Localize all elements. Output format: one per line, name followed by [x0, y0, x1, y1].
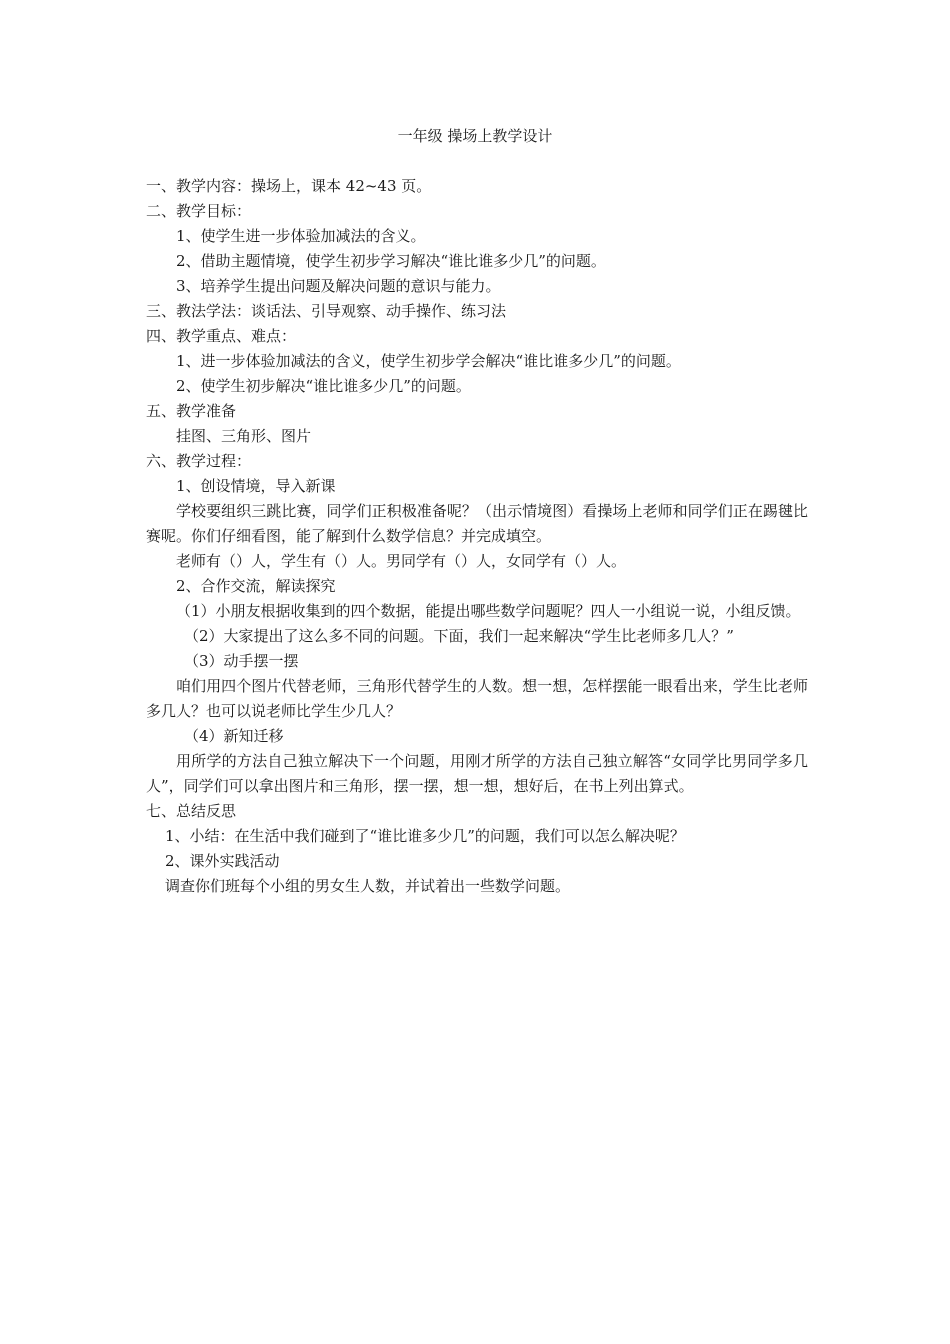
section-5-heading: 五、教学准备 — [146, 402, 237, 420]
section-4-heading: 四、教学重点、难点： — [146, 327, 297, 345]
substep-4-paragraph: 用所学的方法自己独立解决下一个问题，用刚才所学的方法自己独立解答“女同学比男同学多几人”，同学们可以拿出图片和三角形，摆一摆，想一想，想好后，在书上列出算式。 — [146, 752, 808, 795]
document-title: 一年级 操场上教学设计 — [397, 127, 553, 145]
fill-in-blanks: 老师有（）人，学生有（）人。男同学有（）人，女同学有（）人。 — [176, 552, 627, 570]
goal-2: 2、借助主题情境，使学生初步学习解决“谁比谁多少几”的问题。 — [176, 252, 606, 270]
substep-2: （2）大家提出了这么多不同的问题。下面，我们一起来解决“学生比老师多几人？” — [184, 627, 734, 645]
section-7-heading: 七、总结反思 — [146, 802, 237, 820]
key-point-2: 2、使学生初步解决“谁比谁多少几”的问题。 — [176, 377, 471, 395]
section-6-heading: 六、教学过程： — [146, 452, 252, 470]
section-2-heading: 二、教学目标： — [146, 202, 252, 220]
section-3-methods: 三、教法学法：谈话法、引导观察、动手操作、练习法 — [146, 302, 507, 320]
process-step-1: 1、创设情境，导入新课 — [176, 477, 336, 495]
document-body — [146, 174, 808, 899]
preparation-items: 挂图、三角形、图片 — [176, 427, 312, 445]
substep-1-paragraph: （1）小朋友根据收集到的四个数据，能提出哪些数学问题呢？四人一小组说一说，小组反馈。 — [176, 602, 801, 620]
key-point-1: 1、进一步体验加减法的含义，使学生初步学会解决“谁比谁多少几”的问题。 — [176, 352, 681, 370]
process-step-1-paragraph: 学校要组织三跳比赛，同学们正积极准备呢？（出示情境图）看操场上老师和同学们正在踢毽比赛呢。你们仔细看图，能了解到什么数学信息？并完成填空。 — [146, 502, 808, 545]
substep-3: （3）动手摆一摆 — [184, 652, 299, 670]
section-1-content: 一、教学内容：操场上，课本 42~43 页。 — [146, 177, 432, 195]
summary-item-2: 2、课外实践活动 — [165, 852, 280, 870]
substep-3-paragraph: 咱们用四个图片代替老师，三角形代替学生的人数。想一想，怎样摆能一眼看出来，学生比老师多几人？也可以说老师比学生少几人？ — [146, 677, 808, 720]
process-step-2: 2、合作交流，解读探究 — [176, 577, 336, 595]
substep-4: （4）新知迁移 — [184, 727, 284, 745]
goal-3: 3、培养学生提出问题及解决问题的意识与能力。 — [176, 277, 501, 295]
goal-1: 1、使学生进一步体验加减法的含义。 — [176, 227, 426, 245]
summary-activity: 调查你们班每个小组的男女生人数，并试着出一些数学问题。 — [165, 877, 571, 895]
summary-item-1: 1、小结：在生活中我们碰到了“谁比谁多少几”的问题，我们可以怎么解决呢？ — [165, 827, 685, 845]
